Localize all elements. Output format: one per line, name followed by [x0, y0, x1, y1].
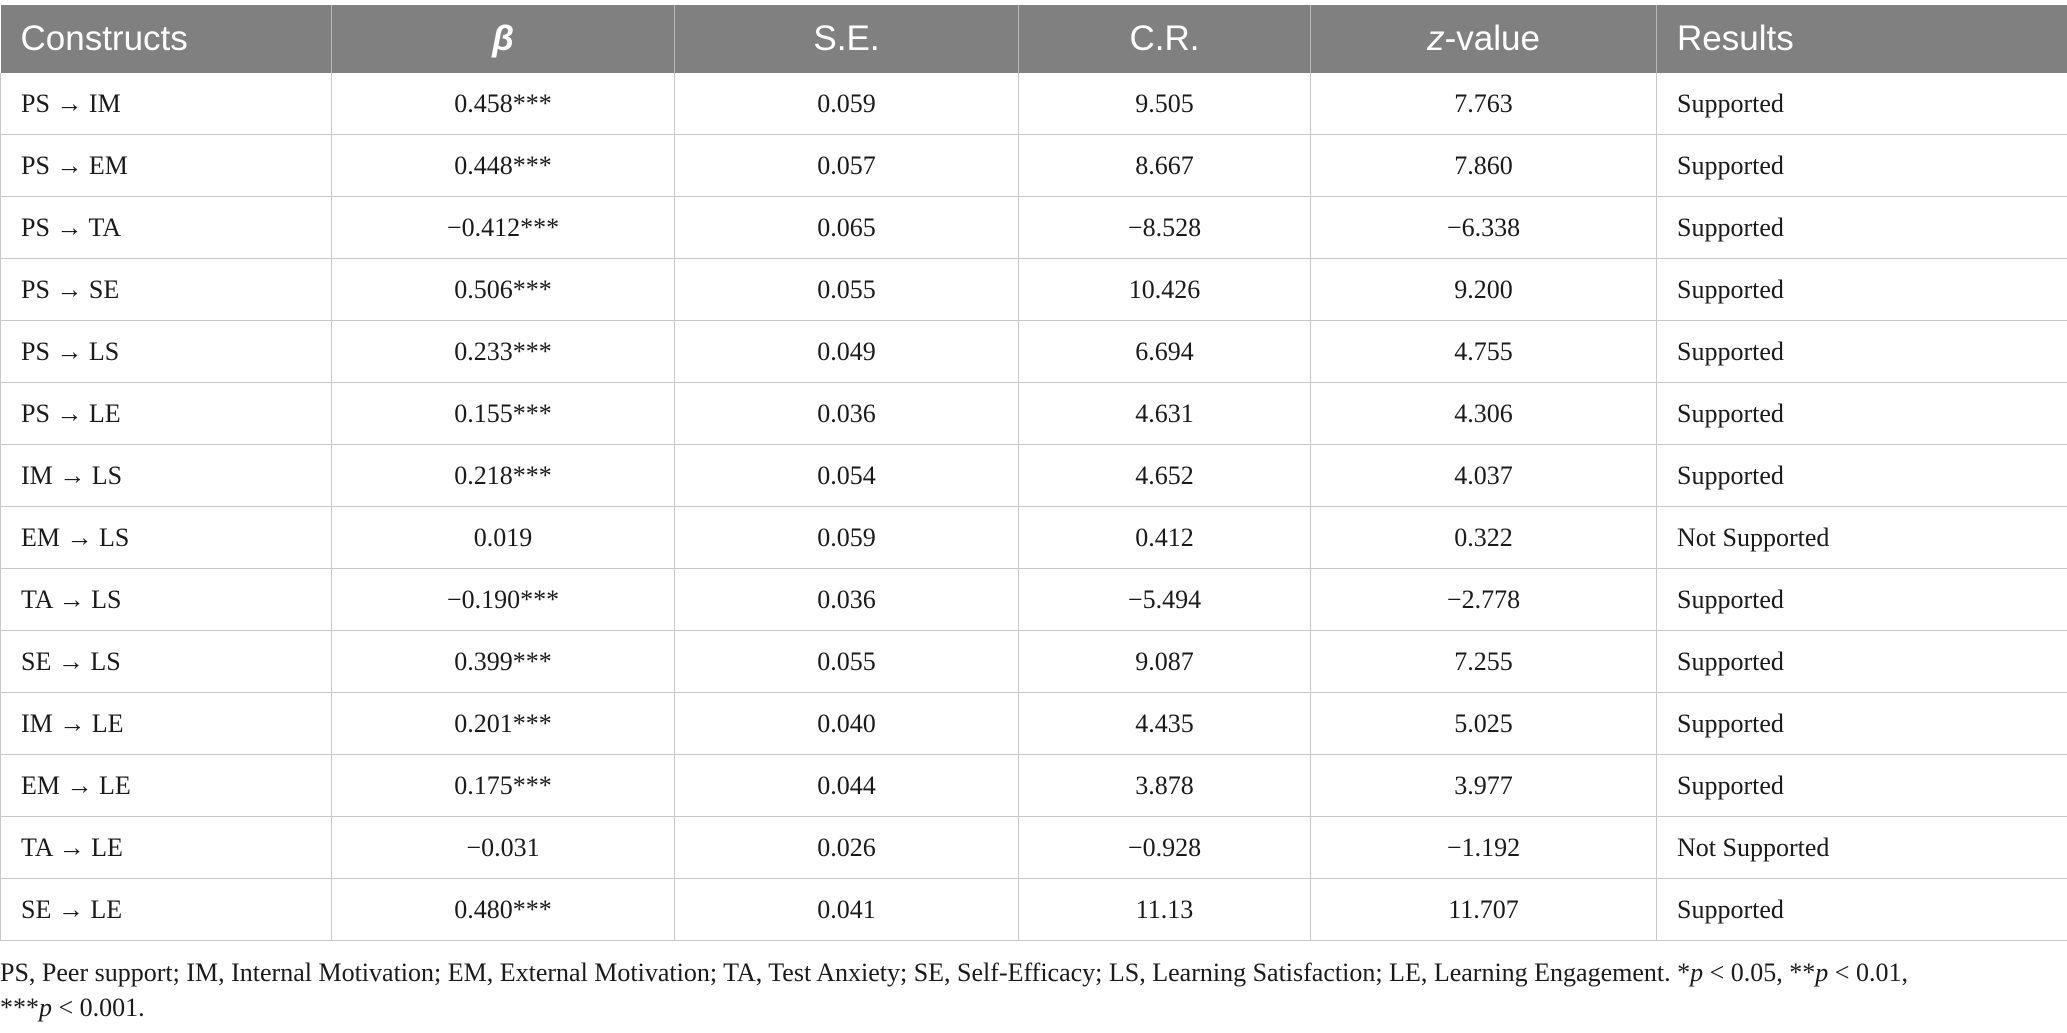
cell-beta: 0.458***: [332, 73, 675, 135]
header-se: S.E.: [675, 5, 1019, 73]
table-row: [1, 321, 2067, 383]
cell-se: 0.036: [675, 569, 1019, 631]
cell-construct: PS → IM: [1, 73, 332, 135]
cell-construct: PS → LE: [1, 383, 332, 445]
cell-cr: 9.505: [1019, 73, 1311, 135]
cell-cr: −5.494: [1019, 569, 1311, 631]
table-footnote: [0, 955, 2000, 1025]
cell-se: 0.059: [675, 507, 1019, 569]
cell-result: Supported: [1657, 259, 2067, 321]
footnote-definitions: PS, Peer support; IM, Internal Motivation; EM, External Motivation; TA, Test Anxiety; SE, Self-Efficacy; LS, Learning Satisfaction; LE, Learning Engagement.: [0, 958, 1671, 987]
cell-result: Not Supported: [1657, 507, 2067, 569]
z-suffix: -value: [1444, 19, 1540, 58]
cell-z-value: 7.860: [1311, 135, 1657, 197]
table-row: [1, 73, 2067, 135]
cell-construct: IM → LE: [1, 693, 332, 755]
cell-se: 0.036: [675, 383, 1019, 445]
footnote-sig-2: **p < 0.01,: [1789, 958, 1908, 987]
cell-construct: PS → TA: [1, 197, 332, 259]
table-row: [1, 507, 2067, 569]
cell-beta: 0.448***: [332, 135, 675, 197]
table-body: [1, 73, 2067, 941]
cell-cr: 4.652: [1019, 445, 1311, 507]
table-row: [1, 817, 2067, 879]
footnote-sig-3: ***p < 0.001.: [0, 993, 145, 1022]
cell-beta: 0.155***: [332, 383, 675, 445]
beta-symbol: β: [492, 19, 514, 58]
header-beta: [332, 5, 675, 73]
z-symbol: z: [1427, 19, 1445, 58]
cell-beta: −0.031: [332, 817, 675, 879]
cell-result: Supported: [1657, 631, 2067, 693]
header-row: [1, 5, 2067, 73]
cell-z-value: 4.306: [1311, 383, 1657, 445]
path-results-table: [0, 5, 2067, 941]
cell-beta: 0.019: [332, 507, 675, 569]
cell-beta: 0.201***: [332, 693, 675, 755]
cell-cr: 8.667: [1019, 135, 1311, 197]
cell-result: Supported: [1657, 383, 2067, 445]
cell-cr: 3.878: [1019, 755, 1311, 817]
footnote-sig-1: *p < 0.05,: [1677, 958, 1790, 987]
cell-cr: 4.631: [1019, 383, 1311, 445]
cell-construct: PS → LS: [1, 321, 332, 383]
cell-cr: −8.528: [1019, 197, 1311, 259]
table-row: [1, 383, 2067, 445]
cell-beta: 0.233***: [332, 321, 675, 383]
cell-se: 0.041: [675, 879, 1019, 941]
cell-z-value: −1.192: [1311, 817, 1657, 879]
cell-se: 0.059: [675, 73, 1019, 135]
cell-se: 0.057: [675, 135, 1019, 197]
cell-se: 0.044: [675, 755, 1019, 817]
cell-construct: EM → LS: [1, 507, 332, 569]
cell-result: Supported: [1657, 879, 2067, 941]
cell-z-value: 5.025: [1311, 693, 1657, 755]
table-row: [1, 879, 2067, 941]
cell-construct: SE → LE: [1, 879, 332, 941]
cell-result: Supported: [1657, 755, 2067, 817]
cell-result: Supported: [1657, 321, 2067, 383]
cell-construct: PS → SE: [1, 259, 332, 321]
header-cr: C.R.: [1019, 5, 1311, 73]
cell-se: 0.049: [675, 321, 1019, 383]
cell-result: Supported: [1657, 135, 2067, 197]
cell-construct: EM → LE: [1, 755, 332, 817]
cell-result: Supported: [1657, 197, 2067, 259]
cell-cr: 11.13: [1019, 879, 1311, 941]
cell-construct: SE → LS: [1, 631, 332, 693]
cell-beta: 0.399***: [332, 631, 675, 693]
cell-result: Supported: [1657, 445, 2067, 507]
cell-se: 0.054: [675, 445, 1019, 507]
cell-z-value: 7.763: [1311, 73, 1657, 135]
cell-z-value: 3.977: [1311, 755, 1657, 817]
table-row: [1, 259, 2067, 321]
cell-beta: −0.412***: [332, 197, 675, 259]
table-row: [1, 693, 2067, 755]
cell-se: 0.026: [675, 817, 1019, 879]
cell-z-value: −2.778: [1311, 569, 1657, 631]
cell-beta: −0.190***: [332, 569, 675, 631]
cell-cr: 10.426: [1019, 259, 1311, 321]
cell-result: Not Supported: [1657, 817, 2067, 879]
cell-beta: 0.218***: [332, 445, 675, 507]
cell-se: 0.055: [675, 631, 1019, 693]
cell-z-value: 7.255: [1311, 631, 1657, 693]
table-row: [1, 135, 2067, 197]
table-row: [1, 569, 2067, 631]
cell-z-value: 4.037: [1311, 445, 1657, 507]
cell-cr: 0.412: [1019, 507, 1311, 569]
cell-construct: IM → LS: [1, 445, 332, 507]
header-constructs: Constructs: [1, 5, 332, 73]
results-table-container: [0, 5, 2067, 941]
table-row: [1, 197, 2067, 259]
cell-result: Supported: [1657, 73, 2067, 135]
table-row: [1, 631, 2067, 693]
cell-z-value: 0.322: [1311, 507, 1657, 569]
cell-z-value: 11.707: [1311, 879, 1657, 941]
cell-se: 0.065: [675, 197, 1019, 259]
cell-se: 0.055: [675, 259, 1019, 321]
cell-result: Supported: [1657, 569, 2067, 631]
cell-cr: 6.694: [1019, 321, 1311, 383]
cell-beta: 0.175***: [332, 755, 675, 817]
cell-cr: −0.928: [1019, 817, 1311, 879]
cell-z-value: −6.338: [1311, 197, 1657, 259]
cell-construct: PS → EM: [1, 135, 332, 197]
cell-beta: 0.506***: [332, 259, 675, 321]
header-results: Results: [1657, 5, 2067, 73]
cell-result: Supported: [1657, 693, 2067, 755]
cell-se: 0.040: [675, 693, 1019, 755]
cell-cr: 4.435: [1019, 693, 1311, 755]
cell-cr: 9.087: [1019, 631, 1311, 693]
cell-beta: 0.480***: [332, 879, 675, 941]
table-row: [1, 755, 2067, 817]
cell-construct: TA → LE: [1, 817, 332, 879]
table-row: [1, 445, 2067, 507]
cell-construct: TA → LS: [1, 569, 332, 631]
cell-z-value: 9.200: [1311, 259, 1657, 321]
header-z-value: [1311, 5, 1657, 73]
table-header: [1, 5, 2067, 73]
cell-z-value: 4.755: [1311, 321, 1657, 383]
